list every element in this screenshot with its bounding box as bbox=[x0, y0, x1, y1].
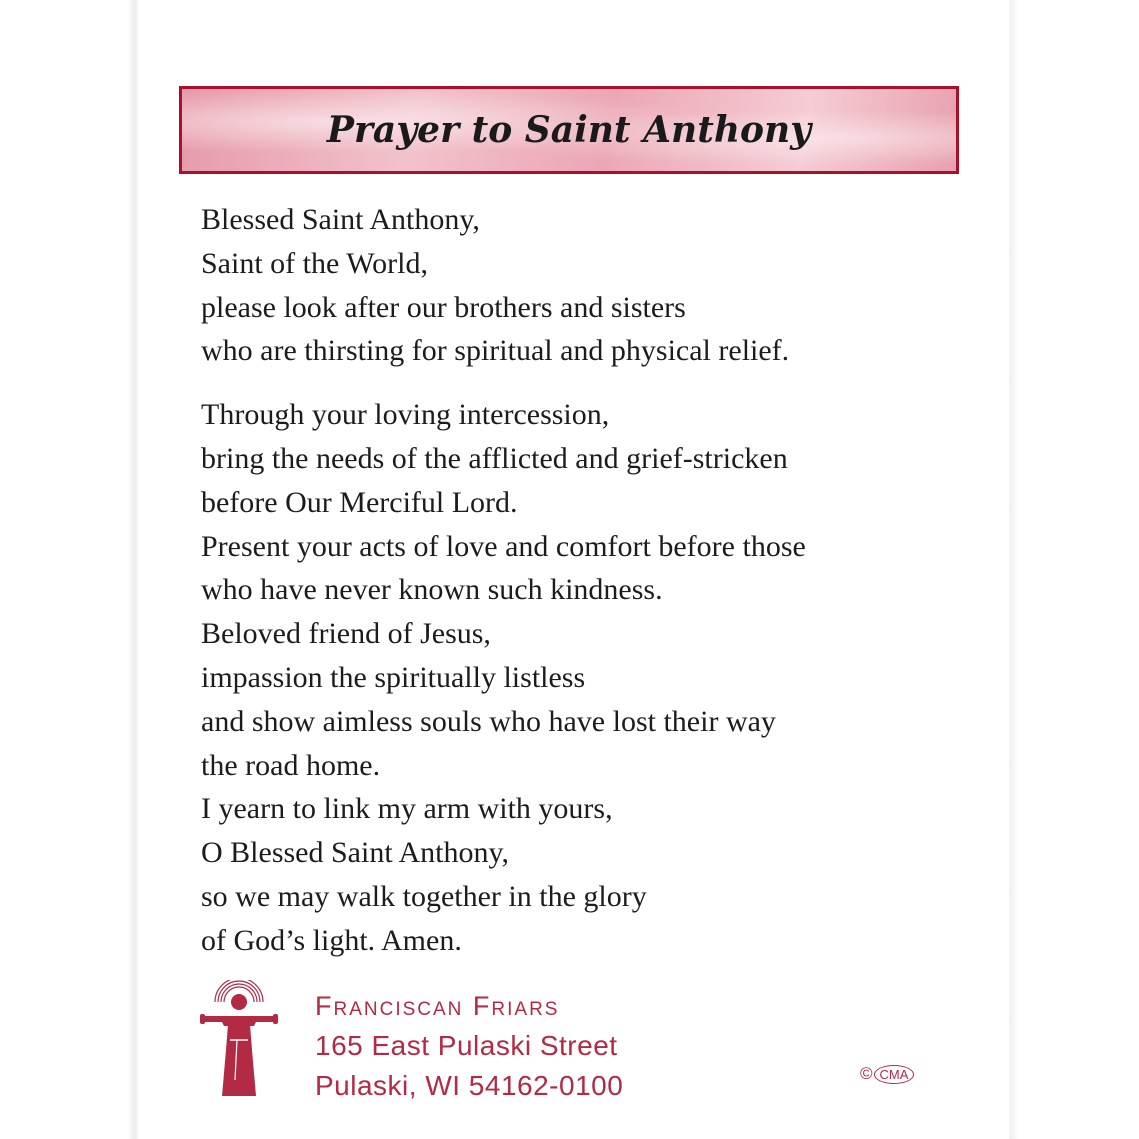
prayer-line: I yearn to link my arm with yours, bbox=[201, 792, 613, 826]
publisher-name: Franciscan Friars bbox=[315, 991, 560, 1021]
prayer-line: the road home. bbox=[201, 748, 381, 782]
prayer-line: O Blessed Saint Anthony, bbox=[201, 836, 510, 870]
prayer-line: and show aimless souls who have lost their way bbox=[201, 704, 776, 738]
cma-logo: CMA bbox=[874, 1065, 915, 1084]
prayer-line: Blessed Saint Anthony, bbox=[201, 203, 480, 236]
stanza-2 bbox=[201, 393, 961, 962]
prayer-title: Prayer to Saint Anthony bbox=[326, 109, 812, 151]
address-line-1: 165 East Pulaski Street bbox=[315, 1030, 618, 1061]
prayer-line: bring the needs of the afflicted and grief-stricken bbox=[201, 441, 788, 475]
prayer-line: of God’s light. Amen. bbox=[201, 923, 462, 957]
prayer-line: so we may walk together in the glory bbox=[201, 879, 647, 913]
publisher-info bbox=[315, 986, 623, 1106]
prayer-line: Present your acts of love and comfort before those bbox=[201, 529, 806, 563]
prayer-line: Saint of the World, bbox=[201, 246, 429, 280]
title-banner bbox=[179, 86, 959, 174]
publisher-footer bbox=[200, 980, 960, 1110]
card-edge-left bbox=[0, 0, 138, 1139]
prayer-text bbox=[201, 198, 961, 963]
prayer-line: please look after our brothers and sisters bbox=[201, 290, 686, 324]
copyright-symbol: © bbox=[860, 1064, 873, 1083]
card-edge-right bbox=[1009, 0, 1139, 1139]
franciscan-tau-figure-icon bbox=[200, 980, 278, 1100]
copyright-mark bbox=[860, 1064, 914, 1084]
prayer-line: who are thirsting for spiritual and physical relief. bbox=[201, 334, 790, 368]
prayer-line: impassion the spiritually listless bbox=[201, 660, 586, 694]
prayer-line: Through your loving intercession, bbox=[201, 398, 610, 432]
stanza-1 bbox=[201, 198, 961, 373]
prayer-line: before Our Merciful Lord. bbox=[201, 485, 518, 519]
prayer-line: who have never known such kindness. bbox=[201, 573, 663, 607]
prayer-line: Beloved friend of Jesus, bbox=[201, 617, 491, 651]
address-line-2: Pulaski, WI 54162-0100 bbox=[315, 1070, 624, 1101]
